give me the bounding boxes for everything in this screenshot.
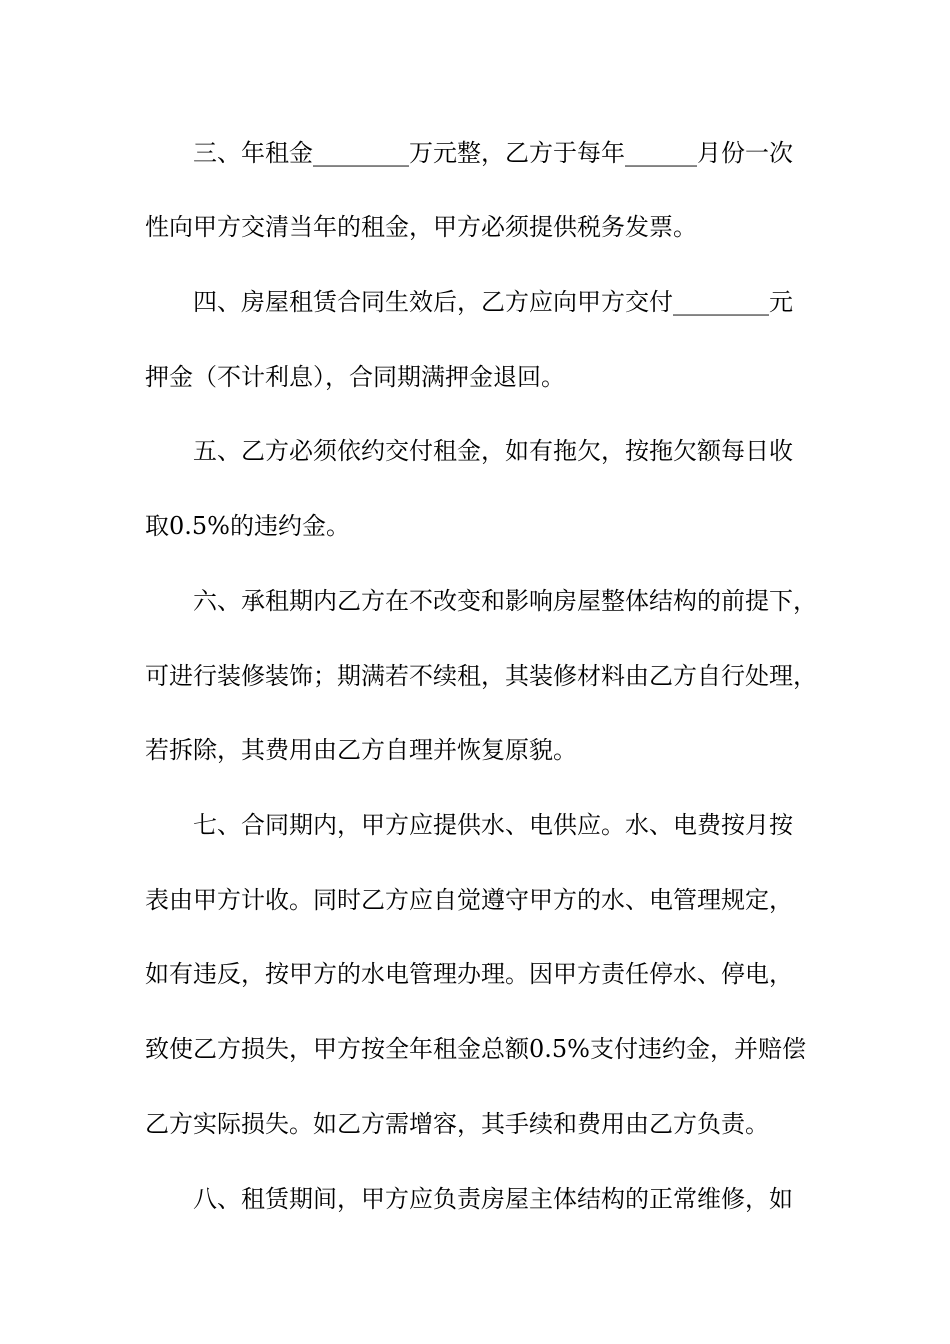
text-line: 取0.5%的违约金。 (145, 512, 350, 540)
text-line: 如有违反，按甲方的水电管理办理。因甲方责任停水、停电， (145, 960, 793, 988)
text-line: 乙方实际损失。如乙方需增容，其手续和费用由乙方负责。 (145, 1110, 769, 1138)
text-line: 表由甲方计收。同时乙方应自觉遵守甲方的水、电管理规定， (145, 886, 793, 914)
text-line: 押金（不计利息），合同期满押金退回。 (145, 363, 565, 391)
text-line: 五、乙方必须依约交付租金，如有拖欠，按拖欠额每日收 (193, 437, 793, 465)
text-line: 七、合同期内，甲方应提供水、电供应。水、电费按月按 (193, 811, 793, 839)
text-line: 若拆除，其费用由乙方自理并恢复原貌。 (145, 736, 577, 764)
text-line: 性向甲方交清当年的租金，甲方必须提供税务发票。 (145, 213, 697, 241)
text-line: 三、年租金________万元整，乙方于每年______月份一次 (193, 139, 793, 167)
text-line: 四、房屋租赁合同生效后，乙方应向甲方交付________元 (193, 288, 793, 316)
text-line: 六、承租期内乙方在不改变和影响房屋整体结构的前提下， (193, 587, 817, 615)
text-line: 八、租赁期间，甲方应负责房屋主体结构的正常维修，如 (193, 1185, 793, 1213)
text-line: 可进行装修装饰；期满若不续租，其装修材料由乙方自行处理， (145, 662, 817, 690)
text-line: 致使乙方损失，甲方按全年租金总额0.5%支付违约金，并赔偿 (145, 1035, 806, 1063)
